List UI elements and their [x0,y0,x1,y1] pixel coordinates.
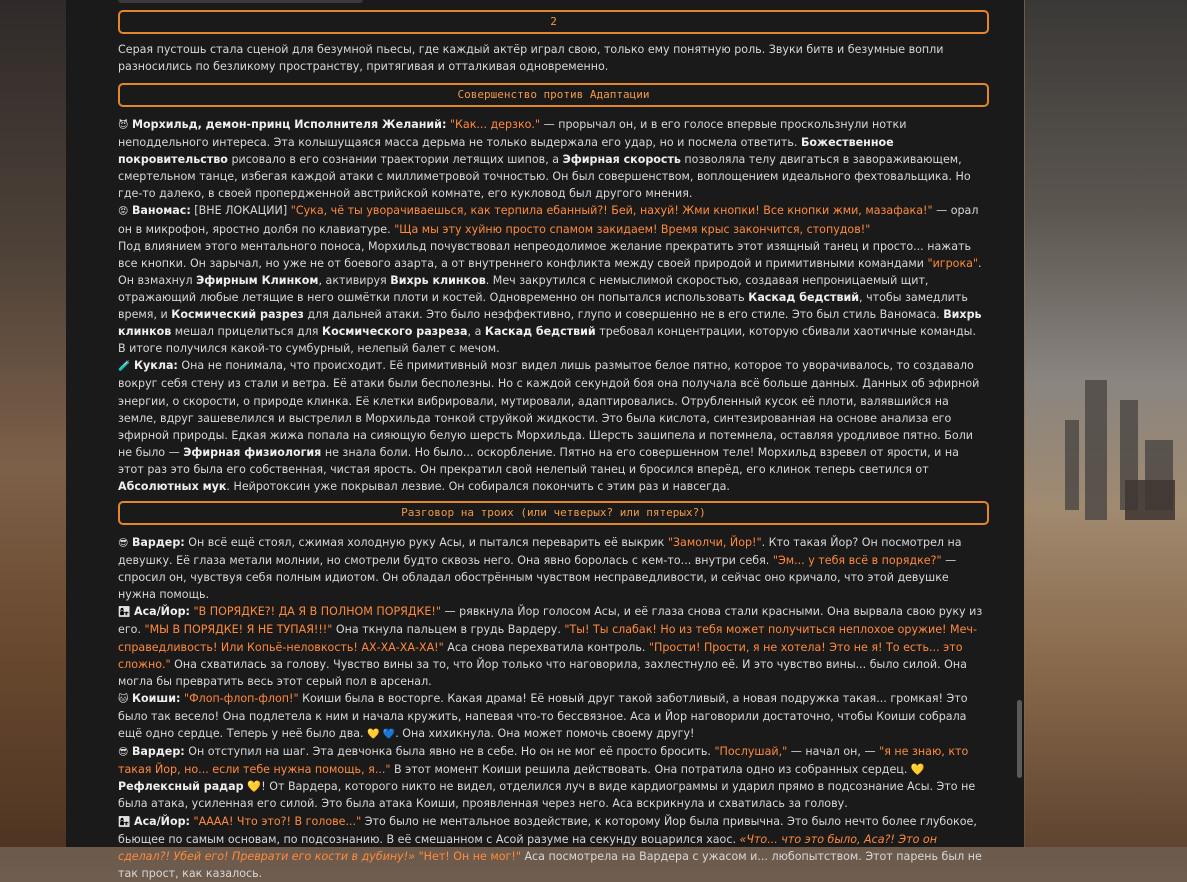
background-right [1025,0,1187,847]
speaker-name: Аса/Йор: [133,814,190,828]
speaker-name: Вардер: [131,745,185,759]
angry-face-icon: 😡 [118,206,129,218]
cool-face-icon: 😎 [118,538,129,549]
message-vanomas: 😡 Ваномас: [ВНЕ ЛОКАЦИИ] "Сука, чё ты уворачиваешься, как терпила ебанный?! Бей, нахуй! Жми кнопки! Все кнопки жми, мазафака!" — орал он в микрофон, яростно долбя по клавиатуре. "Ща мы эту хуйню просто спамом закидаем! Время крыс закончится, стопудов!" [118,204,979,236]
message-koishi: 🐱 Коиши: "Флоп-флоп-флоп!" Коиши была в восторге. Какая драма! Её новый друг такой заботливый, а новая подружка такая... громкая! Это было так весело! Она подлетела к ним и начала кружить, напевая что-то бессвязное. Аса и Йор наговорили достаточно, чтобы Коиши собрала ещё одно сердце. Теперь у неё было два. 💛 💙. Она хихикнула. Она может помочь своему другу! [118,691,968,741]
section-header-perfection: Совершенство против Адаптации [118,83,989,107]
message-kukla: 🧪 Кукла: Она не понимала, что происходит. Её примитивный мозг видел лишь размытое белое пятно, которое то уворачивалось, то создавало вокруг себя стену из стали и ветра. Её атаки были бесполезны. Но с каждой секундой боя она получала всё больше данных. Данных об эфирной энергии, о скорости, о природе клинка. Её клетки вибрировали, мутировали, адаптировались. Отрубленный кусок её плоти, валявшийся на земле, вдруг зашевелился и выстрелил в Морхильда тонкой струйкой жидкости. Это была кислота, синтезированная на основе анализа его эфирной природы. Едкая жижа попала на сияющую белую шерсть Морхильда. Шерсть зашипела и потемнела, оставляя уродливое пятно. Боли не было — Эфирная физиология не знала боли. Но было... оскорбление. Пятно на его совершенном теле! Морхильд взревел от ярости, и на этот раз это была его собственная, чистая ярость. Он прекратил свой нелепый танец и бросился вперёд, его клинок теперь светился от Абсолютных мук. Нейротоксин уже покрывал лезвие. Он собирался покончить с этим раз и навсегда. [118,359,980,493]
cat-icon: 🐱 [118,693,129,705]
hearts-icon: 💛 💙 [367,729,396,741]
message-asa-yor: 👩‍👧 Аса/Йор: "В ПОРЯДКЕ?! ДА Я В ПОЛНОМ ПОРЯДКЕ!" — рявкнула Йор голосом Асы, и её глаза снова стали красными. Она вырвала свою руку из его. "МЫ В ПОРЯДКЕ! Я НЕ ТУПАЯ!!!" Она ткнула пальцем в грудь Вардеру. "Ты! Ты слабак! Но из тебя может получиться неплохое оружие! Меч-справедливость! Или Копьё-неловкость! АХ-ХА-ХА-ХА!" Аса снова перехватила контроль. "Прости! Прости, я не хотела! Это не я! То есть... это сложно." Она схватилась за голову. Чувство вины за то, что Йор только что наговорила, захлестнуло её. И это чувство вины... было силой. Она могла бы превратить весь этот серый пол в арсенал. [118,605,983,688]
scrollbar-thumb[interactable] [1017,700,1022,778]
intro-paragraph: Серая пустошь стала сценой для безумной пьесы, где каждый актёр играл свою, только ему понятную роль. Звуки битв и безумные вопли разносились по безликому пространству, притягивая и отталкивая одновременно. [118,43,944,74]
speaker-name: Вардер: [131,536,185,549]
woman-girl-icon: 👩‍👧 [118,816,131,828]
background-left [0,0,70,847]
speaker-name: Аса/Йор: [133,605,190,619]
message-varder: 😎 Вардер: Он всё ещё стоял, сжимая холодную руку Асы, и пытался переварить её выкрик "Замолчи, Йор!". Кто такая Йор? Он посмотрел на девушку. Её глаза метали молнии, но смотрели будто сквозь него. Она явно боролась с кем-то... внутри себя. "Эм... у тебя всё в порядке?" — спросил он, чувствуя себя полным идиотом. Он обладал обострённым чувством несправедливости, и сейчас оно кричало, что этой девушке нужна помощь. [118,536,962,602]
speaker-name: Кукла: [133,359,178,373]
message-asa-yor-2: 👩‍👧 Аса/Йор: "АААА! Что это?! В голове..." Это было не ментальное воздействие, к которому Йор была привычна. Это было нечто более глубокое, бьющее по самым основам, по подсознанию. В её смешанном с Асой разуме на секунду воцарился хаос. «Что... что это было, Аса?! Это он сделал?! Убей его! Преврати его кости в дубину!» "Нет! Он не мог!" Аса посмотрела на Вардера с ужасом и... любопытством. Этот парень был не так прост, как казалось. [118,814,982,880]
woman-girl-icon: 👩‍👧 [118,607,131,619]
section-header-conversation: Разговор на троих (или четверых? или пятерых?) [118,501,989,525]
cool-face-icon: 😎 [118,747,129,759]
speaker-name: Морхильд, демон-принц Исполнителя Желаний: [131,118,447,131]
speaker-name: Коиши: [131,691,181,705]
demon-icon: 😈 [118,120,129,131]
narration-paragraph: Под влиянием этого ментального поноса, Морхильд почувствовал непреодолимое желание прекратить этот изящный танец и просто... нажать все кнопки. Он зарычал, но уже не от боевого азарта, а от внутреннего конфликта между своей природой и примитивными командами "игрока". Он взмахнул Эфирным Клинком, активируя Вихрь клинков. Меч закрутился с немыслимой скоростью, создавая непроницаемый щит, отражающий любые летящие в него ошмётки плоти и костей. Одновременно он попытался использовать Каскад бедствий, чтобы замедлить время, и Космический разрез для дальней атаки. Это было неэффективно, глупо и совершенно не в его стиле. Это был стиль Ваномаса. Вихрь клинков мешал прицелиться для Космического разреза, а Каскад бедствий требовал концентрации, которую сбивали хаотичные команды. В итоге получился какой-то сумбурный, нелепый балет с мечом. [118,239,982,356]
section-conversation-text [118,534,987,882]
section-perfection-text [118,116,987,495]
message-morhild: 😈 Морхильд, демон-принц Исполнителя Желаний: "Как... дерзко." — прорычал он, и в его голосе впервые проскользнули нотки неподдельного интереса. Эта колышущаяся масса дерьма не только выдержала его удар, но и посмела ответить. Божественное покровительство рисовало в его сознании траектории летящих шипов, а Эфирная скорость позволяла телу двигаться в завораживающем, смертельном танце, избегая каждой атаки с миллиметровой точностью. Он был совершенством, воплощением идеального фехтовальщика. Но где-то далеко, в своей пропердженной австрийской комнате, его кукловод был другого мнения. [118,118,971,201]
test-tube-icon: 🧪 [118,361,131,373]
chapter-header: 2 [118,10,989,34]
message-varder-2: 😎 Вардер: Он отступил на шаг. Эта девчонка была явно не в себе. Но он не мог её просто бросить. "Послушай," — начал он, — "я не знаю, кто такая Йор, но... если тебе нужна помощь, я..." В этот момент Коиши решила действовать. Она потратила одно из собранных сердец. 💛 Рефлексный радар 💛! От Вардера, которого никто не видел, отделился луч в виде кардиограммы и ударил прямо в подсознание Асы. Это не была атака, усиленная его силой. Это была атака Коиши, проявленная через него. Аса вскрикнула и схватилась за голову. [118,745,976,811]
previous-block-edge [118,0,363,3]
speaker-name: Ваномас: [131,204,191,218]
